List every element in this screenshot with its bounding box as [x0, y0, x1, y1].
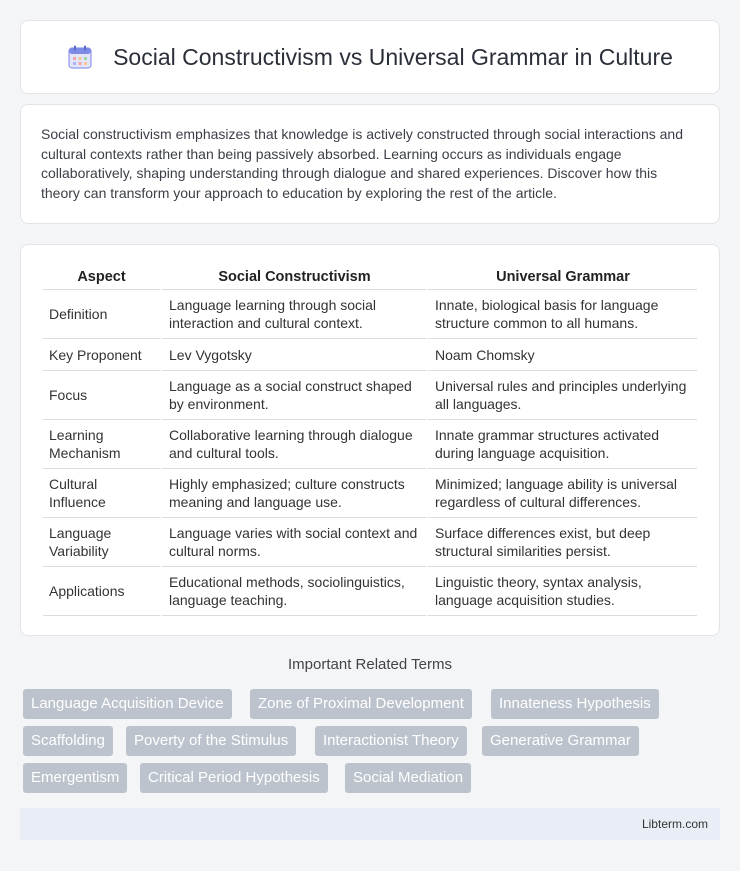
- intro-text: Social constructivism emphasizes that knowledge is actively constructed through social interactions and cultural contexts rather than being passively absorbed. Learning occurs as individuals engage collaboratively, shaping understanding through dialogue and shared experiences. Discover how this theory can transform your approach to education by exploring the rest of the article.: [41, 126, 683, 201]
- related-term-tag[interactable]: Generative Grammar: [482, 726, 639, 756]
- row-universal-grammar: Innate grammar structures activated during language acquisition.: [426, 420, 697, 469]
- table-row: [43, 371, 697, 420]
- column-header-social-constructivism: Social Constructivism: [160, 265, 426, 290]
- table-row: [43, 469, 697, 518]
- related-term-tag[interactable]: Social Mediation: [345, 763, 471, 793]
- row-universal-grammar: Innate, biological basis for language structure common to all humans.: [426, 290, 697, 339]
- row-aspect: Definition: [43, 290, 160, 339]
- calendar-icon: [67, 44, 93, 70]
- row-aspect: Applications: [43, 567, 160, 616]
- row-aspect: Cultural Influence: [43, 469, 160, 518]
- row-aspect: Learning Mechanism: [43, 420, 160, 469]
- row-social-constructivism: Language learning through social interaction and cultural context.: [160, 290, 426, 339]
- row-aspect: Focus: [43, 371, 160, 420]
- row-universal-grammar: Surface differences exist, but deep structural similarities persist.: [426, 518, 697, 567]
- footer: [20, 808, 720, 840]
- row-universal-grammar: Universal rules and principles underlying all languages.: [426, 371, 697, 420]
- column-header-universal-grammar: Universal Grammar: [426, 265, 697, 290]
- table-row: [43, 518, 697, 567]
- row-social-constructivism: Language varies with social context and cultural norms.: [160, 518, 426, 567]
- footer-site-link[interactable]: Libterm.com: [641, 817, 708, 831]
- related-term-tag[interactable]: Zone of Proximal Development: [250, 689, 472, 719]
- related-term-tag[interactable]: Emergentism: [23, 763, 127, 793]
- intro-card: [20, 104, 720, 224]
- row-social-constructivism: Educational methods, sociolinguistics, language teaching.: [160, 567, 426, 616]
- related-term-tag[interactable]: Critical Period Hypothesis: [140, 763, 328, 793]
- related-terms-title: Important Related Terms: [288, 656, 452, 673]
- table-row: [43, 339, 697, 371]
- table-row: [43, 420, 697, 469]
- comparison-table-card: [20, 244, 720, 636]
- related-term-tag[interactable]: Language Acquisition Device: [23, 689, 232, 719]
- column-header-aspect: Aspect: [43, 265, 160, 290]
- header-card: [20, 20, 720, 94]
- comparison-table: [43, 265, 697, 616]
- related-term-tag[interactable]: Innateness Hypothesis: [491, 689, 659, 719]
- table-row: [43, 290, 697, 339]
- related-term-tag[interactable]: Interactionist Theory: [315, 726, 467, 756]
- related-term-tag[interactable]: Poverty of the Stimulus: [126, 726, 296, 756]
- row-social-constructivism: Highly emphasized; culture constructs meaning and language use.: [160, 469, 426, 518]
- row-aspect: Key Proponent: [43, 339, 160, 371]
- row-social-constructivism: Language as a social construct shaped by environment.: [160, 371, 426, 420]
- row-aspect: Language Variability: [43, 518, 160, 567]
- page-title: Social Constructivism vs Universal Grammar in Culture: [113, 43, 673, 70]
- row-social-constructivism: Lev Vygotsky: [160, 339, 426, 371]
- row-universal-grammar: Noam Chomsky: [426, 339, 697, 371]
- table-row: [43, 567, 697, 616]
- table-header-row: [43, 265, 697, 290]
- row-universal-grammar: Linguistic theory, syntax analysis, language acquisition studies.: [426, 567, 697, 616]
- related-term-tag[interactable]: Scaffolding: [23, 726, 113, 756]
- row-social-constructivism: Collaborative learning through dialogue and cultural tools.: [160, 420, 426, 469]
- row-universal-grammar: Minimized; language ability is universal regardless of cultural differences.: [426, 469, 697, 518]
